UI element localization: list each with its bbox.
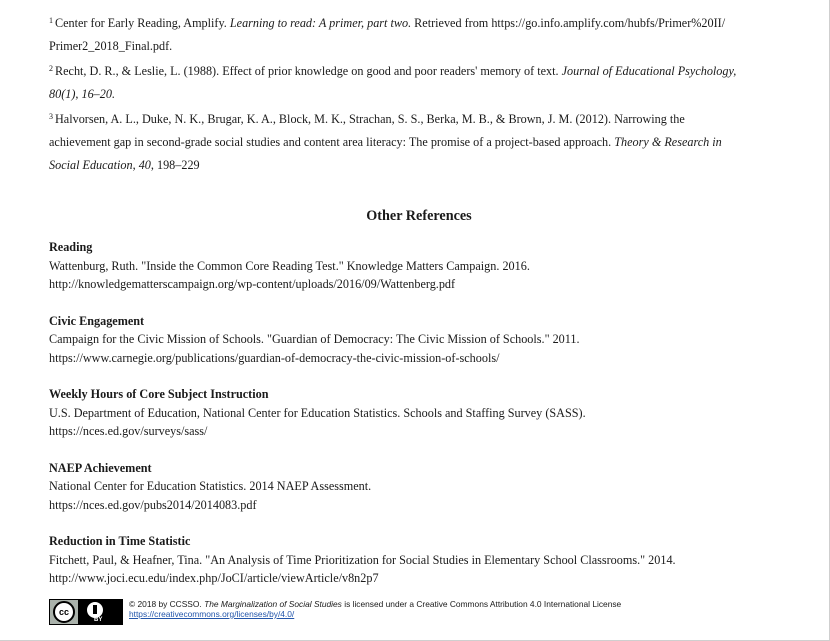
cc-by-license-badge (49, 599, 123, 625)
reference-url[interactable]: https://nces.ed.gov/pubs2014/2014083.pdf (49, 497, 257, 512)
footnote-title: Learning to read: A primer, part two. (229, 16, 412, 30)
license-footer (49, 599, 789, 627)
reference-category: Reading (49, 240, 93, 254)
reference-url[interactable]: http://www.joci.ecu.edu/index.php/JoCI/article/viewArticle/v8n2p7 (49, 571, 379, 585)
reference-time-reduction (49, 532, 789, 588)
reference-url[interactable]: http://knowledgematterscampaign.org/wp-content/uploads/2016/09/Wattenberg.pdf (49, 277, 456, 291)
reference-reading (49, 238, 789, 294)
license-text (129, 599, 621, 619)
footnote-text: Recht, D. R., & Leslie, L. (1988). Effect of prior knowledge on good and poor readers' memory of text. (55, 64, 562, 78)
footnote-3-line-1 (49, 108, 789, 131)
reference-category: Civic Engagement (49, 313, 145, 328)
reference-url[interactable]: https://nces.ed.gov/surveys/sass/ (49, 424, 208, 438)
footnote-1-line-2: Primer2_2018_Final.pdf. (49, 39, 173, 53)
footnote-2-line-1 (49, 60, 789, 83)
reference-category: Reduction in Time Statistic (49, 534, 191, 548)
reference-category: NAEP Achievement (49, 460, 152, 475)
footnote-3-line-3 (49, 154, 789, 177)
reference-citation: U.S. Department of Education, National Center for Education Statistics. Schools and Staffing Survey (SASS). (49, 405, 586, 420)
footnote-text: Halvorsen, A. L., Duke, N. K., Brugar, K. A., Block, M. K., Strachan, S. S., Berka, M. B., & Brown, J. M. (2012). Narrowing the (55, 112, 685, 126)
reference-naep (49, 459, 789, 515)
footnote-text: Center for Early Reading, Amplify. (55, 16, 230, 30)
section-heading: Other References (366, 208, 472, 224)
footnote-2 (49, 60, 789, 106)
footnote-3-line-2 (49, 131, 789, 154)
reference-citation: National Center for Education Statistics. 2014 NAEP Assessment. (49, 479, 372, 493)
footnote-number: 3 (49, 112, 53, 121)
footnote-1 (49, 12, 789, 58)
footnote-journal-volume: 80(1), 16–20. (49, 87, 116, 101)
footnote-number: 1 (49, 16, 53, 25)
reference-civic-engagement (49, 312, 789, 368)
license-document-title: The Marginalization of Social Studies (204, 599, 342, 609)
footnote-pages: , 198–229 (150, 158, 200, 172)
creative-commons-icon: cc (53, 601, 75, 623)
reference-weekly-hours (49, 385, 789, 441)
license-prefix: © 2018 by CCSSO. (129, 599, 205, 609)
footnote-text: achievement gap in second-grade social studies and content area literacy: The promise of a project-based approach. (49, 135, 615, 149)
footnote-number: 2 (49, 64, 53, 73)
license-statement (129, 599, 621, 609)
footnote-3 (49, 108, 789, 177)
footnote-1-line-1 (49, 12, 789, 35)
reference-citation: Wattenburg, Ruth. "Inside the Common Core Reading Test." Knowledge Matters Campaign. 2016. (49, 258, 530, 273)
reference-citation: Fitchett, Paul, & Heafner, Tina. "An Analysis of Time Prioritization for Social Studies in Elementary School Classrooms." 2014. (49, 552, 676, 567)
footnote-journal-volume: Social Education, 40 (49, 158, 151, 172)
footnote-journal: Journal of Educational Psychology, (561, 64, 737, 78)
license-suffix: is licensed under a Creative Commons Attribution 4.0 International License (341, 599, 622, 609)
cc-by-label: BY (94, 617, 103, 623)
page-content (49, 12, 789, 588)
footnote-2-line-2 (49, 83, 789, 106)
footnote-journal: Theory & Research in (614, 135, 722, 149)
reference-url[interactable]: https://www.carnegie.org/publications/guardian-of-democracy-the-civic-mission-of-schools/ (49, 350, 500, 365)
license-link[interactable]: https://creativecommons.org/licenses/by/4.0/ (129, 609, 295, 619)
footnote-text: Retrieved from https://go.info.amplify.com/hubfs/Primer%20II/ (411, 16, 726, 30)
reference-category: Weekly Hours of Core Subject Instruction (49, 387, 269, 401)
reference-citation: Campaign for the Civic Mission of Schools. "Guardian of Democracy: The Civic Mission of Schools." 2011. (49, 332, 580, 346)
